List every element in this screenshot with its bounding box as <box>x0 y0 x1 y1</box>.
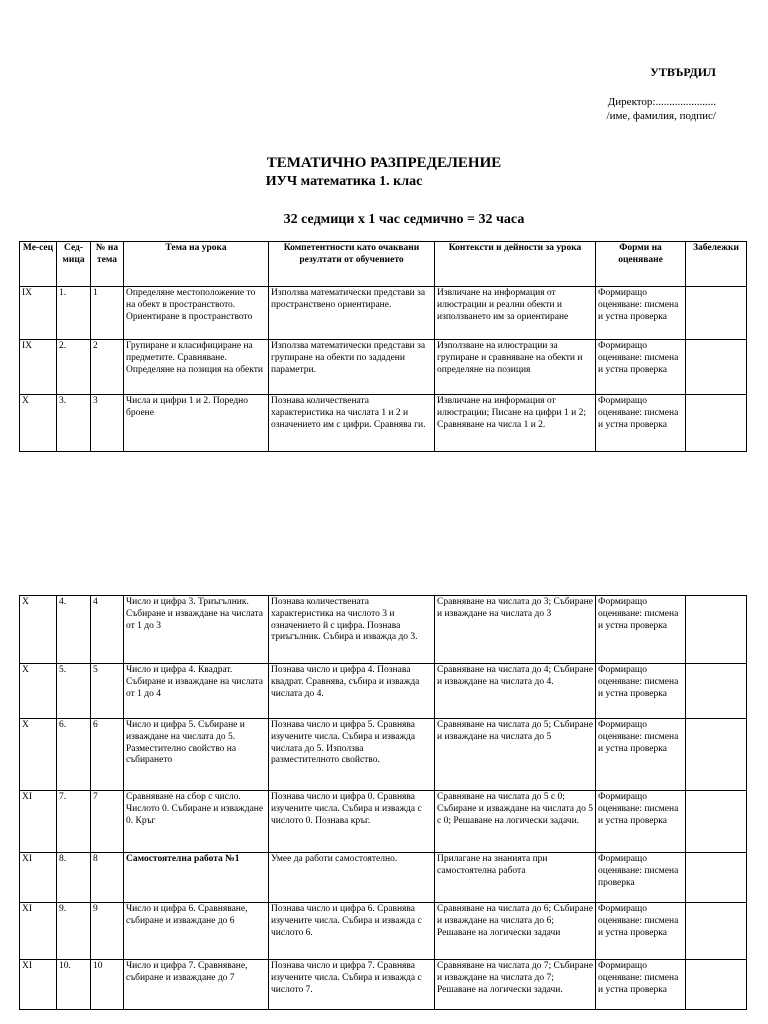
cell-topic: Определяне местоположение то на обект в пространството. Ориентиране в пространството <box>124 287 269 340</box>
cell-week: 4. <box>57 596 91 664</box>
schedule-table-2 <box>19 595 747 1010</box>
table-row <box>20 791 747 853</box>
cell-forms: Формиращо оценяване: писмена и устна проверка <box>596 791 686 853</box>
table-row <box>20 903 747 960</box>
cell-notes <box>686 853 747 903</box>
col-notes-header: Забележки <box>686 242 747 287</box>
table-row <box>20 853 747 903</box>
cell-week: 6. <box>57 719 91 791</box>
cell-competence: Познава количествената характеристика на числото 3 и означението й с цифра. Познава триъгълник. Събира и изважда до 3. <box>269 596 435 664</box>
table-row <box>20 960 747 1010</box>
cell-notes <box>686 719 747 791</box>
cell-week: 7. <box>57 791 91 853</box>
cell-competence: Умее да работи самостоятелно. <box>269 853 435 903</box>
cell-topic: Число и цифра 3. Триъгълник. Събиране и изваждане на числата от 1 до 3 <box>124 596 269 664</box>
cell-notes <box>686 596 747 664</box>
cell-number: 2 <box>91 340 124 395</box>
schedule-table-1 <box>19 241 747 452</box>
cell-competence: Познава число и цифра 7. Сравнява изучените числа. Събира и изважда с числото 7. <box>269 960 435 1010</box>
cell-number: 3 <box>91 395 124 452</box>
cell-topic: Числа и цифри 1 и 2. Поредно броене <box>124 395 269 452</box>
cell-notes <box>686 287 747 340</box>
cell-competence: Използва математически представи за групиране на обекти по зададени параметри. <box>269 340 435 395</box>
cell-month: X <box>20 664 57 719</box>
approved-label: УТВЪРДИЛ <box>650 65 716 79</box>
cell-month: XI <box>20 903 57 960</box>
hours-title: 32 седмици х 1 час седмично = 32 часа <box>283 212 525 227</box>
cell-forms: Формиращо оценяване: писмена и устна проверка <box>596 596 686 664</box>
cell-week: 10. <box>57 960 91 1010</box>
cell-notes <box>686 960 747 1010</box>
col-topic-header: Тема на урока <box>124 242 269 287</box>
cell-context: Сравняване на числата до 5; Събиране и изваждане на числата до 5 <box>435 719 596 791</box>
cell-topic: Групиране и класифициране на предметите. Сравняване. Определяне на позиция на обекти <box>124 340 269 395</box>
cell-context: Сравняване на числата до 3; Събиране и изваждане на числата до 3 <box>435 596 596 664</box>
cell-number: 9 <box>91 903 124 960</box>
cell-week: 5. <box>57 664 91 719</box>
table-row <box>20 719 747 791</box>
cell-topic: Число и цифра 6. Сравняване, събиране и изваждане до 6 <box>124 903 269 960</box>
cell-forms: Формиращо оценяване: писмена и устна проверка <box>596 287 686 340</box>
cell-month: X <box>20 596 57 664</box>
cell-competence: Използва математически представи за пространствено ориентиране. <box>269 287 435 340</box>
cell-number: 10 <box>91 960 124 1010</box>
cell-forms: Формиращо оценяване: писмена и устна проверка <box>596 903 686 960</box>
col-month-header: Ме-сец <box>20 242 57 287</box>
cell-forms: Формиращо оценяване: писмена и устна проверка <box>596 340 686 395</box>
cell-number: 4 <box>91 596 124 664</box>
cell-topic: Число и цифра 4. Квадрат. Събиране и изваждане на числата от 1 до 4 <box>124 664 269 719</box>
cell-topic: Число и цифра 7. Сравняване, събиране и изваждане до 7 <box>124 960 269 1010</box>
cell-competence: Познава число и цифра 0. Сравнява изучените числа. Събира и изважда с числото 0. Познава кръг. <box>269 791 435 853</box>
cell-forms: Формиращо оценяване: писмена и устна проверка <box>596 395 686 452</box>
cell-context: Сравняване на числата до 7; Събиране и изваждане на числата до 7; Решаване на логически задачи. <box>435 960 596 1010</box>
col-forms-header: Форми на оценяване <box>596 242 686 287</box>
table-row <box>20 596 747 664</box>
director-line: Директор:...................... <box>607 96 716 108</box>
cell-forms: Формиращо оценяване: писмена и устна проверка <box>596 719 686 791</box>
director-subline: /име, фамилия, подпис/ <box>606 110 716 122</box>
table-row <box>20 287 747 340</box>
cell-context: Сравняване на числата до 5 с 0; Събиране и изваждане на числата до 5 с 0; Решаване на логически задачи. <box>435 791 596 853</box>
cell-context: Извличане на информация от илюстрации и реални обекти и използването им за ориентиране <box>435 287 596 340</box>
cell-notes <box>686 395 747 452</box>
cell-week: 3. <box>57 395 91 452</box>
cell-month: X <box>20 719 57 791</box>
cell-month: XI <box>20 853 57 903</box>
cell-forms: Формиращо оценяване: писмена проверка <box>596 853 686 903</box>
cell-week: 9. <box>57 903 91 960</box>
col-competence-header: Компетентности като очаквани резултати от обучението <box>269 242 435 287</box>
cell-notes <box>686 791 747 853</box>
cell-notes <box>686 903 747 960</box>
cell-number: 6 <box>91 719 124 791</box>
cell-competence: Познава количествената характеристика на числата 1 и 2 и означението им с цифри. Сравнява ги. <box>269 395 435 452</box>
cell-competence: Познава число и цифра 4. Познава квадрат. Сравнява, събира и изважда числата до 4. <box>269 664 435 719</box>
col-context-header: Контексти и дейности за урока <box>435 242 596 287</box>
cell-notes <box>686 664 747 719</box>
cell-context: Извличане на информация от илюстрации; Писане на цифри 1 и 2; Сравняване на числа 1 и 2. <box>435 395 596 452</box>
cell-topic: Сравняване на сбор с число. Числото 0. Събиране и изваждане 0. Кръг <box>124 791 269 853</box>
cell-topic: Число и цифра 5. Събиране и изваждане на числата до 5. Разместително свойство на събирането <box>124 719 269 791</box>
cell-context: Сравняване на числата до 4; Събиране и изваждане на числата до 4. <box>435 664 596 719</box>
cell-week: 1. <box>57 287 91 340</box>
cell-number: 8 <box>91 853 124 903</box>
cell-number: 7 <box>91 791 124 853</box>
cell-context: Прилагане на знанията при самостоятелна работа <box>435 853 596 903</box>
col-number-header: № на тема <box>91 242 124 287</box>
cell-month: X <box>20 395 57 452</box>
table-row <box>20 340 747 395</box>
table-row <box>20 395 747 452</box>
director-signature-block <box>607 95 716 123</box>
cell-number: 1 <box>91 287 124 340</box>
cell-forms: Формиращо оценяване: писмена и устна проверка <box>596 960 686 1010</box>
document-title: ТЕМАТИЧНО РАЗПРЕДЕЛЕНИЕ <box>266 155 502 171</box>
cell-month: XI <box>20 960 57 1010</box>
cell-number: 5 <box>91 664 124 719</box>
table-header-row <box>20 242 747 287</box>
table-row <box>20 664 747 719</box>
cell-topic: Самостоятелна работа №1 <box>124 853 269 903</box>
subject-title: ИУЧ математика 1. клас <box>265 174 423 189</box>
cell-month: XI <box>20 791 57 853</box>
cell-week: 8. <box>57 853 91 903</box>
cell-month: IX <box>20 340 57 395</box>
cell-week: 2. <box>57 340 91 395</box>
cell-competence: Познава число и цифра 6. Сравнява изучените числа. Събира и изважда с числото 6. <box>269 903 435 960</box>
cell-context: Използване на илюстрации за групиране и сравняване на обекти и определяне на позиция <box>435 340 596 395</box>
col-week-header: Сед-мица <box>57 242 91 287</box>
cell-notes <box>686 340 747 395</box>
cell-forms: Формиращо оценяване: писмена и устна проверка <box>596 664 686 719</box>
cell-competence: Познава число и цифра 5. Сравнява изучените числа. Събира и изважда числата до 5. Използва разместителното свойство. <box>269 719 435 791</box>
cell-month: IX <box>20 287 57 340</box>
cell-context: Сравняване на числата до 6; Събиране и изваждане на числата до 6; Решаване на логически задачи <box>435 903 596 960</box>
